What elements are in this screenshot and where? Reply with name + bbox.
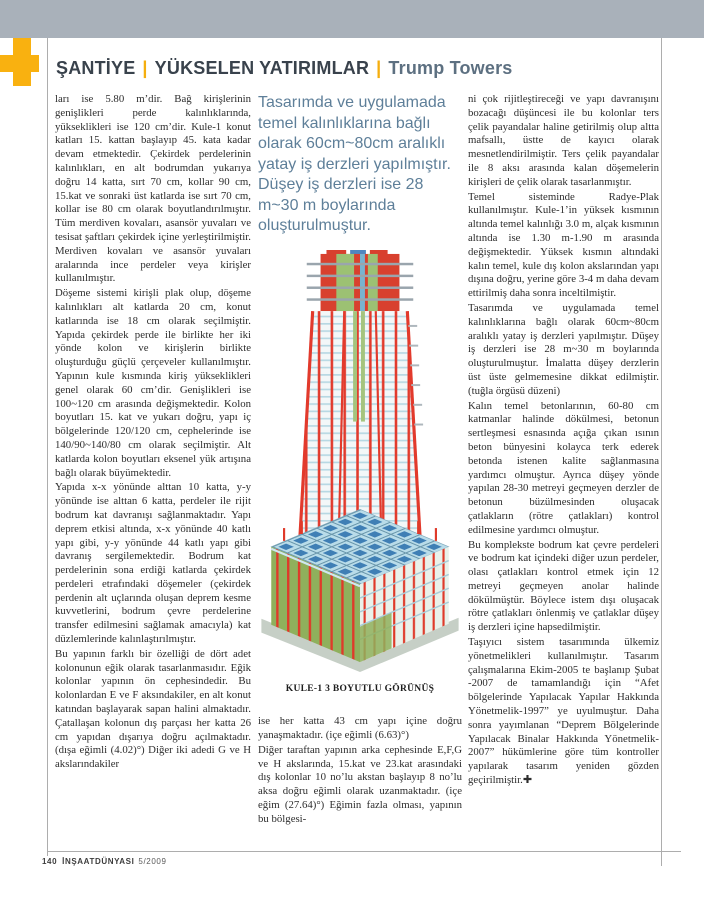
page-header [56,58,676,79]
paragraph: Taşıyıcı sistem tasarımında ülkemiz yönetmelikleri kullanılmıştır. Tasarım çalışmalarına Ekim-2005 te başlanıp Şubat -2007 de tamamlandığı için “Afet bölgelerinde Yapılacak Yapılar Hakkında Yönetmelik-1997” ye uyulmuştur. Daha sonra yayımlanan “Deprem Bölgelerinde Yapılacak Binalar Hakkında Yönetmelik-2007” hükümlerine göre tüm kontroller yapılarak tasarım yeniden gözden geçirilmiştir.✚ [468,636,659,787]
paragraph: ları ise 5.80 m’dir. Bağ kirişlerinin genişlikleri perde kalınlıklarında, yükseklikleri ise 120 cm’dir. Kule-1 konut katları 15. kattan başlayıp 45. kata kadar devam etmektedir. Çekirdek perdelerinin kalınlıkları, en alt bodrumdan yukarıya doğru 14 katta, sırt 70 cm, kollar 90 cm, 15.kat ve sonraki üst katlarda ise sırt 70 cm, kollar ise 80 cm olarak boyutlandırılmıştır. Tüm merdiven kovaları, asansör yuvaları ve tesisat şaftları çekirdek içine yerleştirilmiştir. Merdiven kovaları ve asansör yuvaları aralarında ince perdeler veya kirişler kullanılmıştır. [55,93,251,285]
paragraph: Döşeme sistemi kirişli plak olup, döşeme kalınlıkları alt katlarda 20 cm, konut katlarında ise 18 cm olarak seçilmiştir. Yapıda çekirdek perde ile birlikte her iki yönde kolon ve kirişlerin birlikte oluşturduğu güçlü çerçeveler kullanılmıştır. Yapının kule kısmında kiriş yükseklikleri genel olarak 60 cm’dir. Genişlikleri ise 100~120 cm arasında değişmektedir. Kolon boyutları 15. kat ve yukarı doğru, yapı iç bölgelerinde 120/120 cm, cephelerinde ise 140/90~140/80 cm olarak seçilmiştir. Alt katlarda kolon boyutları eksenel yük artışına bağlı olarak büyümektedir. [55,287,251,479]
issue-number: 5/2009 [138,857,167,866]
paragraph: Tasarımda ve uygulamada temel kalınlıklarına bağlı olarak 60cm~80cm aralıklı yatay iş derzleri yapılmıştır. Düşey iş derzleri ise 28 m~30 m boylarında oluşturulmuştur. İmalatta düşey derzlerin üst üste gelmemesine dikkat edilmiştir. (tuğla örgüsü düzeni) [468,301,659,397]
crop-mark-right [661,38,662,866]
paragraph: Diğer taraftan yapının arka cephesinde E,F,G ve H akslarında, 15.kat ve 23.kat arasındaki dış kolonlar 10 no’lu akstan başlayıp 8 no’lu aksa doğru eğimli olarak uzanmaktadır. (içe eğim (27.64)°) Eğimin fazla olması, yapının bu bölgesi- [258,743,462,825]
paragraph: Kalın temel betonlarının, 60-80 cm katmanlar halinde dökülmesi, betonun sertleşmesi esnasında açığa çıkan ısının beton bünyesini kolayca terk ederek betonda istenen kalite sağlanmasına yardımcı olmuştur. Ayrıca düşey yönde yapılan 28-30 metreyi geçmeyen derzler de betonun büzülmesinden oluşacak çatlakların (rötre çatlakları) kontrol edilmesine yardımcı olmuştur. [468,399,659,536]
page-footer [42,857,167,866]
paragraph: ni çok rijitleştireceği ve yapı davranışını bozacağı düşüncesi ile bu kolonlar ters çelik payandalar haline getirilmiş olup altta mafsallı, üstte de kayıcı olarak mesnetlendirilmiştir. Ters çelik payandalar ile 8 aksı arasında kalan döşemelerin kirişleri de çelik olarak tasarlanmıştır. [468,93,659,188]
text-column-middle [258,93,462,828]
paragraph: Temel sisteminde Radye-Plak kullanılmıştır. Kule-1’in yüksek kısmının altında temel kalınlığı 3.0 m, alçak kısmının altında ise 1.30 m-1.90 m arasında değişmektedir. Yüksek kısmın altındaki kalın temel, kule dış kolon akslarından yapı dışına doğru, yerine göre 3-4 m daha devam ettirilmiş daha sonra inceltilmiştir. [468,190,659,300]
article-title: Trump Towers [388,58,513,78]
plus-icon [0,55,39,72]
top-gray-band [0,0,704,38]
crop-mark-bottom [47,851,681,852]
subsection-title: YÜKSELEN YATIRIMLAR [154,58,370,78]
section-title: ŞANTİYE [56,58,136,78]
text-column-right [468,93,659,789]
pull-quote: Tasarımda ve uygulamada temel kalınlıklarına bağlı olarak 60cm~80cm aralıklı yatay iş derzleri yapılmıştır. Düşey iş derzleri ise 28 m~30 m boylarında oluşturulmuştur. [258,94,451,234]
page-number: 140 [42,857,58,866]
text-column-left [55,93,251,773]
paragraph: ise her katta 43 cm yapı içine doğru yanaşmaktadır. (içe eğimli (6.63)°) [258,715,462,742]
middle-column-body [258,715,462,826]
paragraph: Yapıda x-x yönünde alttan 10 katta, y-y yönünde ise alttan 6 katta, perdeler ile rijit bodrum kat davranışı sağlanmaktadır. Yapı deprem etkisi altında, x-x yönünde 40 katlı yapı gibi, y-y yönünde 44 katlı yapı gibi davranış sergilemektedir. Bodrum kat perdelerinin sona erdiği katlarda çekirdek perdeleri etrafındaki döşemeler (çekirdek perdenin alt uçlarında oluşan deprem kesme kuvvetlerini, bodrum çevre perdelerine transfer edilmesini sağlamak amacıyla) kat düzlemlerinde kalınlaştırılmıştır. [55,481,251,646]
separator-bar: | [376,58,382,78]
separator-bar: | [142,58,148,78]
paragraph: Bu yapının farklı bir özelliği de dört adet kolonunun eğik olarak tasarlanmasıdır. Eğik kolonlar yapının ön cephesindedir. Bu kolonlardan E ve F aksındakiler, en alt konut katından başlayarak sapan halini almaktadır. Çatallaşan kolonun dış parçası her katta 26 cm yapıdan dışarıya doğru açılmaktadır. (dışa eğimli (4.02)°) Diğer iki adedi G ve H akslarındakiler [55,647,251,771]
magazine-name: İNŞAATDÜNYASI [62,857,135,866]
paragraph: Bu komplekste bodrum kat çevre perdeleri ve bodrum kat içindeki diğer uzun perdeler, olası çatlakları kontrol etmek için 12 metreyi geçmeyen anolar halinde dökülmüştür. Böylece istem dışı oluşacak rötre çatlakları önlenmiş ve çatlaklar düşey iş derzleri içine hapsedilmiştir. [468,538,659,634]
figure-building-model [258,250,462,697]
crop-mark-left [47,38,48,856]
figure-caption: KULE-1 3 BOYUTLU GÖRÜNÜŞ [285,683,435,694]
building-render [260,250,460,674]
